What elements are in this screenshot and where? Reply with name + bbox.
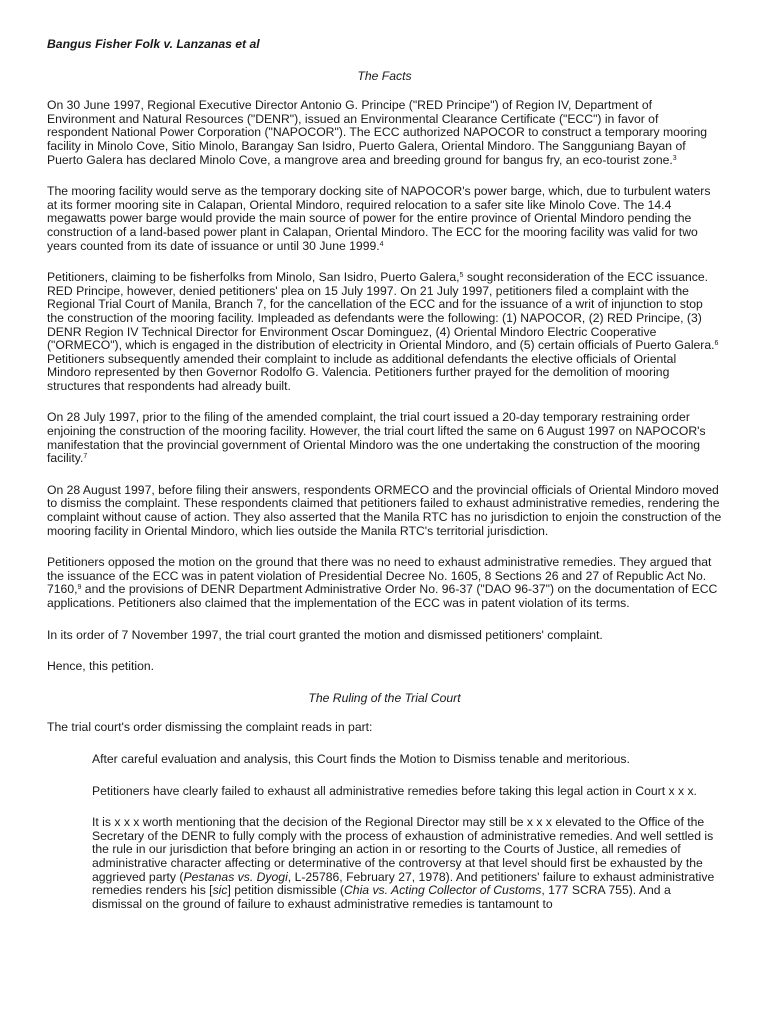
case-citation: Pestanas vs. Dyogi <box>183 869 288 884</box>
paragraph-4-text: On 28 July 1997, prior to the filing of the amended complaint, the trial court issued a 20-day temporary restraining order enjoining the construction of the mooring facility. However, the trial court lifted the same on 6 August 1997 on NAPOCOR's manifestation that the provincial government of Oriental Mindoro was the one undertaking the construction of the mooring facility. <box>47 410 706 466</box>
paragraph-4 <box>47 411 722 465</box>
footnote-marker: 4 <box>379 240 384 248</box>
paragraph-6 <box>47 556 722 610</box>
block-quote-3-text-a: It is x x x worth mentioning that the decision of the Regional Director may still be x x x elevated to the Office of the Secretary of the DENR to fully comply with the process of exhaustion of administrative remedies. And well settled is the rule in our jurisdiction that before bringing an action in or resorting to the Courts of Justice, all remedies of administrative character affecting or determinative of the controversy at that level should first be exhausted by the aggrieved party ( <box>92 815 714 884</box>
footnote-marker: 9 <box>77 584 82 592</box>
paragraph-3-text-a: Petitioners, claiming to be fisherfolks from Minolo, San Isidro, Puerto Galera, <box>47 270 460 285</box>
paragraph-5-text: On 28 August 1997, before filing their answers, respondents ORMECO and the provincial officials of Oriental Mindoro moved to dismiss the complaint. These respondents claimed that petitioners failed to exhaust administrative remedies, rendering the complaint without cause of action. They also asserted that the Manila RTC has no jurisdiction to enjoin the construction of the mooring facility in Oriental Mindoro, which lies outside the Manila RTC's territorial jurisdiction. <box>47 482 722 538</box>
footnote-marker: 7 <box>83 453 88 461</box>
paragraph-1 <box>47 99 722 167</box>
footnote-marker: 5 <box>459 272 464 280</box>
paragraph-3-text-b: sought reconsideration of the ECC issuance. RED Principe, however, denied petitioners' plea on 15 July 1997. On 21 July 1997, petitioners filed a complaint with the Regional Trial Court of Manila, Branch 7, for the cancellation of the ECC and for the issuance of a writ of injunction to stop the construction of the mooring facility. Impleaded as defendants were the following: (1) NAPOCOR, (2) RED Principe, (3) DENR Region IV Technical Director for Environment Oscar Dominguez, (4) Oriental Mindoro Electric Cooperative ("ORMECO"), which is engaged in the distribution of electricity in Oriental Mindoro, and (5) certain officials of Puerto Galera. <box>47 270 715 353</box>
sic-marker: sic <box>212 883 228 898</box>
paragraph-9: The trial court's order dismissing the complaint reads in part: <box>47 720 373 735</box>
paragraph-6-text-a: Petitioners opposed the motion on the ground that there was no need to exhaust administrative remedies. They argued that the issuance of the ECC was in patent violation of Presidential Decree No. 1605, 8 Sections 26 and 27 of Republic Act No. 7160, <box>47 555 712 597</box>
paragraph-1-text: On 30 June 1997, Regional Executive Director Antonio G. Principe ("RED Principe") of Region IV, Department of Environment and Natural Resources ("DENR"), issued an Environmental Clearance Certificate ("ECC") in favor of respondent National Power Corporation ("NAPOCOR"). The ECC authorized NAPOCOR to construct a temporary mooring facility in Minolo Cove, Sitio Minolo, Barangay San Isidro, Puerto Galera, Oriental Mindoro. The Sangguniang Bayan of Puerto Galera has declared Minolo Cove, a mangrove area and breeding ground for bangus fry, an eco-tourist zone. <box>47 98 708 167</box>
heading-ruling-of-trial-court: The Ruling of the Trial Court <box>308 690 461 705</box>
paragraph-2-text: The mooring facility would serve as the temporary docking site of NAPOCOR's power barge, which, due to turbulent waters at its former mooring site in Calapan, Oriental Mindoro, required relocation to a safer site like Minolo Cove. The 14.4 megawatts power barge would provide the main source of power for the entire province of Oriental Mindoro pending the construction of a land-based power plant in Calapan, Oriental Mindoro. The ECC for the mooring facility was valid for two years counted from its date of issuance or until 30 June 1999. <box>47 184 711 253</box>
paragraph-7: In its order of 7 November 1997, the trial court granted the motion and dismissed petitioners' complaint. <box>47 627 603 642</box>
block-quote-3-text-c: ] petition dismissible ( <box>227 883 344 898</box>
case-citation: Chia vs. Acting Collector of Customs <box>344 883 542 898</box>
paragraph-6-text-b: and the provisions of DENR Department Administrative Order No. 96-37 ("DAO 96-37") on the documentation of ECC applications. Petitioners also claimed that the implementation of the ECC was in patent violation of its terms. <box>47 582 718 610</box>
heading-the-facts: The Facts <box>357 68 412 83</box>
footnote-marker: 6 <box>714 340 719 348</box>
document-page <box>47 38 722 929</box>
paragraph-5 <box>47 484 722 538</box>
block-quote-3-text-b: , L-25786, February 27, 1978). And petitioners' failure to exhaust administrative remedies renders his [ <box>92 869 715 898</box>
paragraph-8: Hence, this petition. <box>47 659 155 674</box>
paragraph-2 <box>47 185 722 253</box>
block-quote-3 <box>92 816 722 911</box>
footnote-marker: 3 <box>672 154 677 162</box>
block-quote-2: Petitioners have clearly failed to exhaust all administrative remedies before taking this legal action in Court x x x. <box>92 783 697 798</box>
paragraph-3-text-c: Petitioners subsequently amended their complaint to include as additional defendants the elective officials of Oriental Mindoro represented by then Governor Rodolfo G. Valencia. Petitioners further prayed for the demolition of mooring structures that respondents had already built. <box>47 351 677 393</box>
block-quote-1: After careful evaluation and analysis, this Court finds the Motion to Dismiss tenable and meritorious. <box>92 751 630 766</box>
paragraph-3 <box>47 271 722 393</box>
block-quote-3-text-d: , 177 SCRA 755). And a dismissal on the ground of failure to exhaust administrative remedies is tantamount to <box>92 883 671 911</box>
case-title: Bangus Fisher Folk v. Lanzanas et al <box>47 37 260 51</box>
